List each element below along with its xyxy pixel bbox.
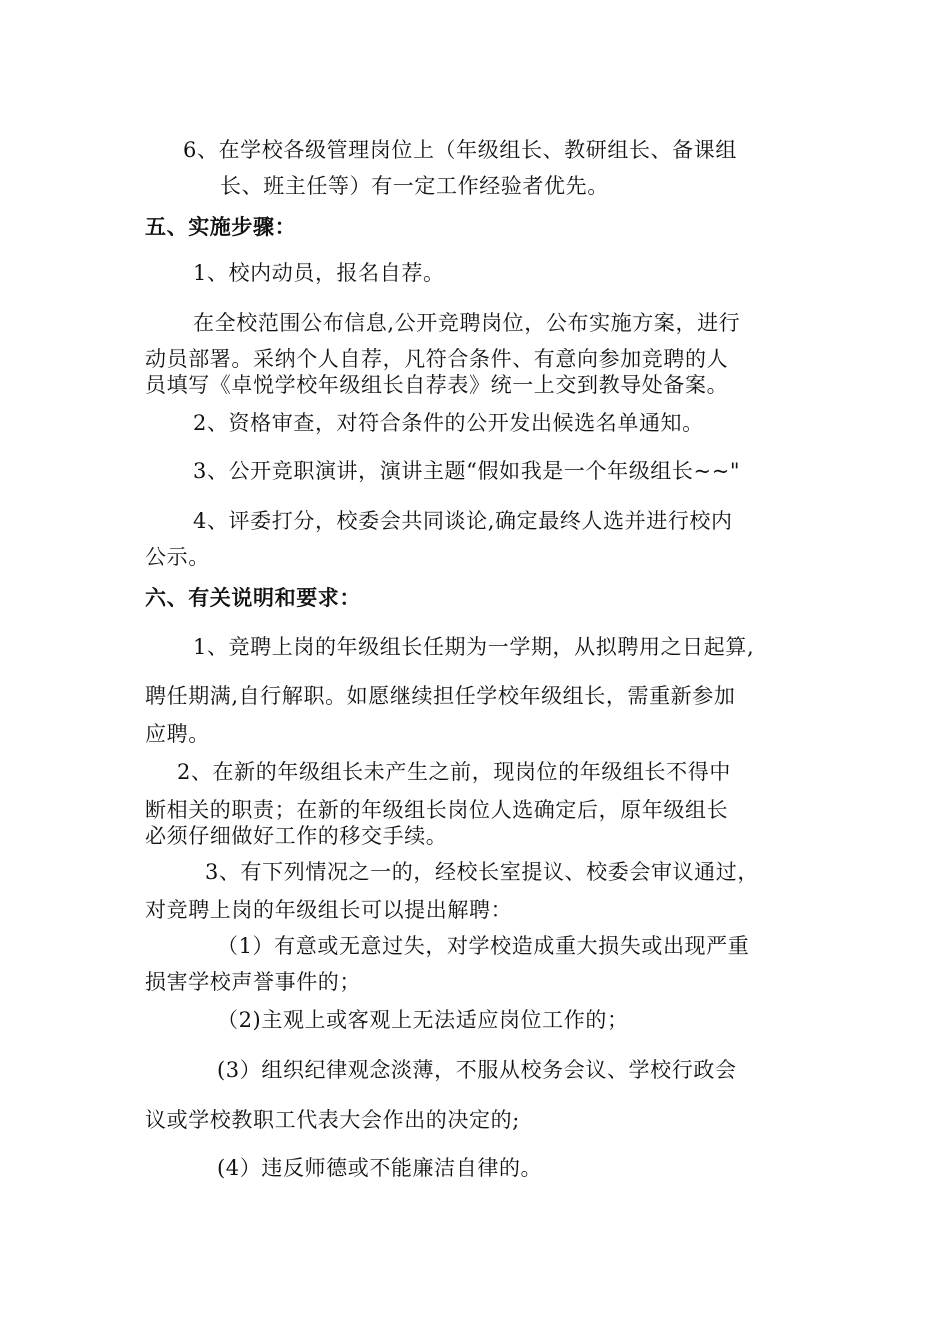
section-heading-5: 五、实施步骤： bbox=[145, 215, 297, 239]
text-line: 3、有下列情况之一的，经校长室提议、校委会审议通过， bbox=[205, 860, 759, 884]
text-line: (3）组织纪律观念淡薄，不服从校务会议、学校行政会 bbox=[217, 1058, 737, 1082]
text-line: 必须仔细做好工作的移交手续。 bbox=[145, 824, 448, 848]
text-line: 2、在新的年级组长未产生之前，现岗位的年级组长不得中 bbox=[177, 760, 731, 784]
text-line: （1）有意或无意过失，对学校造成重大损失或出现严重 bbox=[217, 934, 750, 958]
section-heading-6: 六、有关说明和要求： bbox=[145, 586, 361, 610]
text-line: 公示。 bbox=[145, 545, 210, 569]
text-line: 损害学校声誉事件的； bbox=[145, 970, 361, 994]
text-line: (4）违反师德或不能廉洁自律的。 bbox=[217, 1156, 543, 1180]
text-line: 4、评委打分，校委会共同谈论,确定最终人选并进行校内 bbox=[193, 509, 733, 533]
text-line: 1、竞聘上岗的年级组长任期为一学期，从拟聘用之日起算, bbox=[193, 635, 755, 659]
text-line: 1、校内动员，报名自荐。 bbox=[193, 261, 445, 285]
text-line: 聘任期满,自行解职。如愿继续担任学校年级组长，需重新参加 bbox=[145, 684, 736, 708]
text-line: 3、公开竞职演讲，演讲主题“假如我是一个年级组长~~" bbox=[193, 459, 741, 483]
text-line: 2、资格审查，对符合条件的公开发出候选名单通知。 bbox=[193, 411, 704, 435]
text-line: 长、班主任等）有一定工作经验者优先。 bbox=[220, 174, 609, 198]
text-line: 动员部署。采纳个人自荐，凡符合条件、有意向参加竞聘的人 bbox=[145, 347, 729, 371]
text-line: 断相关的职责；在新的年级组长岗位人选确定后，原年级组长 bbox=[145, 798, 729, 822]
text-line: 对竞聘上岗的年级组长可以提出解聘： bbox=[145, 898, 513, 922]
text-line: 员填写《卓悦学校年级组长自荐表》统一上交到教导处备案。 bbox=[145, 373, 729, 397]
text-line: 6、在学校各级管理岗位上（年级组长、教研组长、备课组 bbox=[183, 138, 737, 162]
text-line: （2)主观上或客观上无法适应岗位工作的； bbox=[217, 1008, 629, 1032]
text-line: 在全校范围公布信息,公开竞聘岗位，公布实施方案，进行 bbox=[193, 311, 741, 335]
text-line: 议或学校教职工代表大会作出的决定的; bbox=[145, 1108, 520, 1132]
text-line: 应聘。 bbox=[145, 722, 210, 746]
